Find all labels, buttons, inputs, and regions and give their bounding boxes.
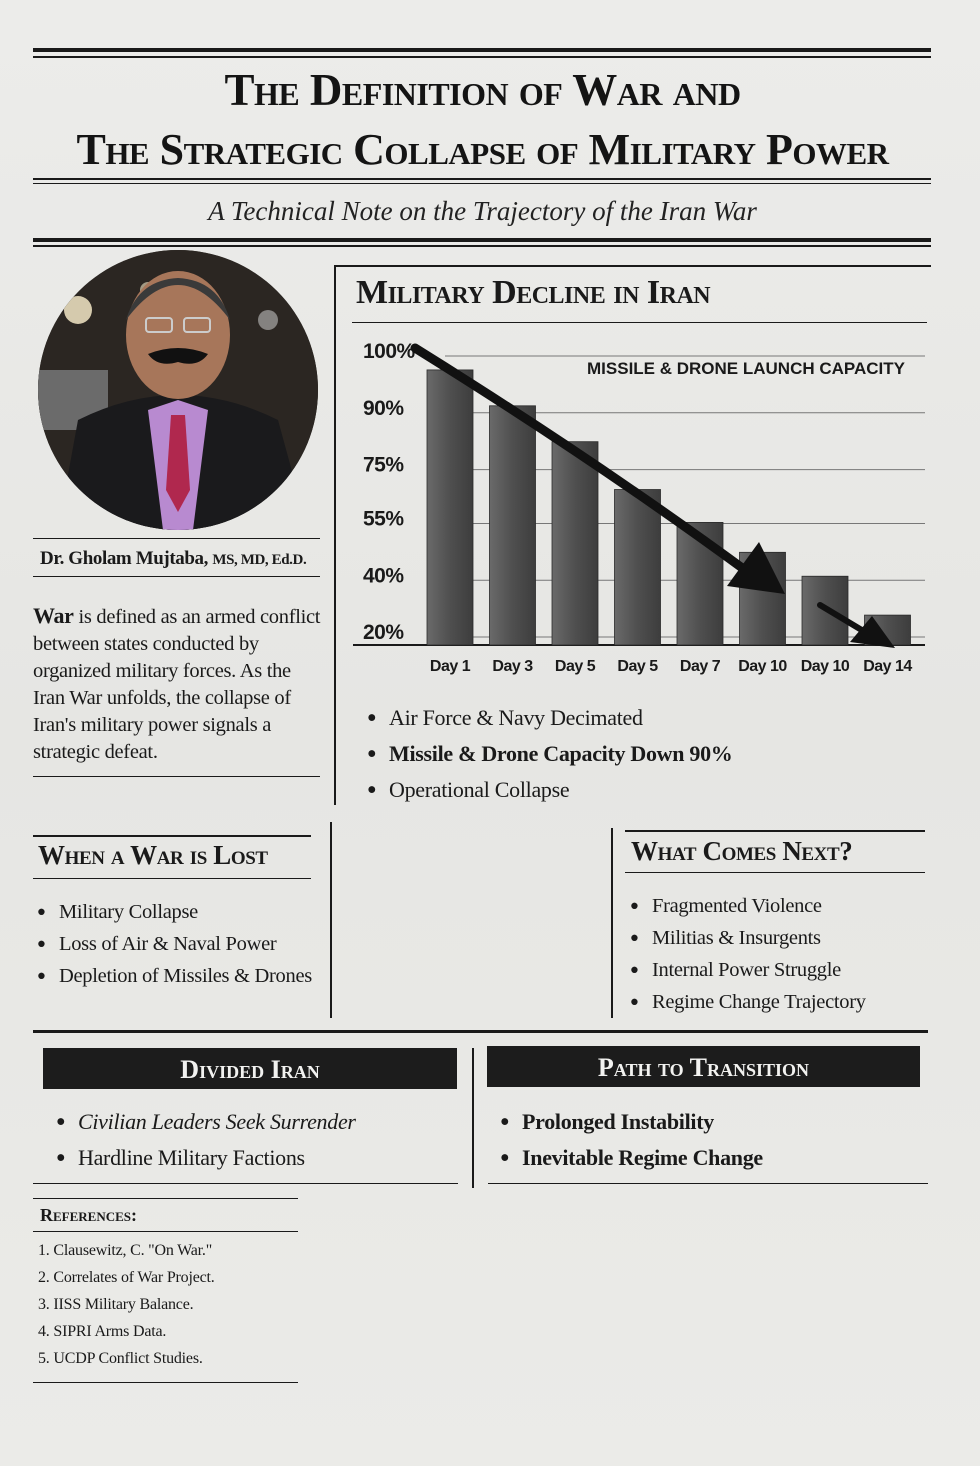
reference-item: 2. Correlates of War Project. [38,1269,215,1286]
author-byline [40,548,330,570]
transition-item: ● Prolonged Instability [500,1104,763,1140]
chart-bar [490,406,536,645]
chart-ytick-label: 75% [363,453,404,477]
transition-banner: Path to Transition [487,1046,920,1087]
intro-lead: War [33,603,74,628]
when-lost-list [37,896,312,992]
intro-text: is defined as an armed conflict between states conducted by organized military forces. As the Iran War unfolds, the collapse of Iran's military power signals a strategic defeat. [33,606,321,763]
divided-bottom-rule [33,1183,458,1184]
top-double-rule-b [33,56,931,58]
author-portrait-image [38,250,318,530]
when-lost-title: When a War is Lost [38,840,268,870]
intro-rule [33,776,320,777]
mid-divider-left [330,822,332,1018]
transition-bottom-rule [488,1183,928,1184]
chart-ytick-label: 55% [363,507,404,531]
chart-ytick-label: 20% [363,621,404,645]
chart-xtick-label: Day 10 [800,658,850,675]
chart-xtick-label: Day 7 [679,658,721,675]
reference-item: 4. SIPRI Arms Data. [38,1323,167,1340]
divided-item: ● Hardline Military Factions [56,1140,356,1176]
mid-divider-right [611,828,613,1018]
next-title-rule [625,872,925,873]
headline-rule-b [33,183,931,184]
intro-paragraph [33,602,323,766]
chart-xtick-label: Day 3 [492,658,533,675]
author-rule-top [33,538,320,539]
chart-bullet: ● Operational Collapse [367,772,733,808]
author-portrait [38,250,318,530]
when-lost-top-rule [33,835,311,837]
headline-line2: The Strategic Collapse of Military Power [76,125,889,174]
next-item: ● Internal Power Struggle [630,954,866,986]
bottom-column-divider [472,1048,474,1188]
military-decline-chart [335,320,935,690]
divided-item: ● Civilian Leaders Seek Surrender [56,1104,356,1140]
lower-rule-a [33,1030,928,1033]
refs-bottom-rule [33,1382,298,1383]
subtitle-rule-a [33,238,931,242]
chart-xtick-label: Day 5 [554,658,596,675]
next-item: ● Fragmented Violence [630,890,866,922]
reference-item: 3. IISS Military Balance. [38,1296,194,1313]
transition-list [500,1104,763,1176]
refs-title-rule [33,1231,298,1232]
subtitle: A Technical Note on the Trajectory of the Iran War [208,196,757,226]
when-lost-title-rule [33,878,311,879]
divided-banner: Divided Iran [43,1048,457,1089]
chart-xtick-label: Day 10 [738,658,787,675]
headline-line1: The Definition of War and [224,65,741,115]
reference-item: 1. Clausewitz, C. "On War." [38,1242,213,1259]
when-lost-item: ● Military Collapse [37,896,312,928]
chart-title: Military Decline in Iran [356,274,711,311]
next-list [630,890,866,1018]
chart-bar [552,442,598,645]
reference-item: 5. UCDP Conflict Studies. [38,1350,203,1367]
headline-rule-a [33,178,931,180]
transition-item: ● Inevitable Regime Change [500,1140,763,1176]
next-item: ● Militias & Insurgents [630,922,866,954]
next-item: ● Regime Change Trajectory [630,986,866,1018]
author-credentials: MS, MD, Ed.D. [212,552,307,568]
chart-xtick-label: Day 1 [429,658,471,675]
chart-bar [615,490,661,645]
chart-bar [427,370,473,645]
references-list [38,1237,215,1372]
when-lost-item: ● Depletion of Missiles & Drones [37,960,312,992]
top-double-rule-a [33,48,931,52]
author-rule-bottom [33,576,320,577]
refs-top-rule [33,1198,298,1199]
chart-ytick-label: 40% [363,564,404,588]
references-title: References: [40,1205,138,1225]
when-lost-item: ● Loss of Air & Naval Power [37,928,312,960]
chart-bullet: ● Air Force & Navy Decimated [367,700,733,736]
chart-xtick-label: Day 14 [863,658,912,675]
chart-top-rule [334,265,931,267]
chart-xtick-label: Day 5 [617,658,658,675]
subtitle-rule-b [33,245,931,247]
next-title: What Comes Next? [631,836,853,866]
chart-ytick-label: 90% [363,396,404,420]
author-name: Dr. Gholam Mujtaba, [40,548,208,569]
chart-ytick-label: 100% [363,340,415,363]
divided-list [56,1104,356,1176]
chart-bullets [367,700,733,808]
chart-bullet: ● Missile & Drone Capacity Down 90% [367,736,733,772]
next-top-rule [625,830,925,832]
chart-series-label: MISSILE & DRONE LAUNCH CAPACITY [587,359,905,378]
